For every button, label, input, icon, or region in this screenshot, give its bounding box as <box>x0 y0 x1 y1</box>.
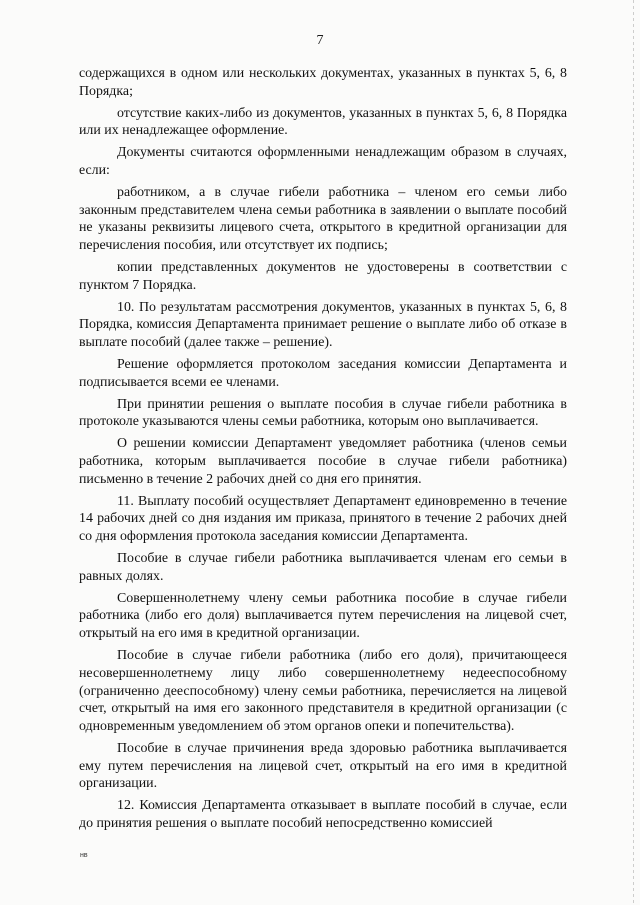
paragraph: О решении комиссии Департамент уведомляет работника (членов семьи работника, которым выплачивается пособие в случае гибели работника) письменно в течение 2 рабочих дней со дня его принятия. <box>79 436 567 487</box>
paragraph: Пособие в случае гибели работника выплачивается членам его семьи в равных долях. <box>79 550 567 584</box>
paragraph: При принятии решения о выплате пособия в случае гибели работника в протоколе указываются члены семьи работника, которым оно выплачивается. <box>79 396 567 430</box>
paragraph: Совершеннолетнему члену семьи работника пособие в случае гибели работника (либо его доля) выплачивается путем перечисления на лицевой счет, открытый на его имя в кредитной организации. <box>79 590 567 642</box>
paragraph-clause-10: 10. По результатам рассмотрения документов, указанных в пунктах 5, 6, 8 Порядка, комиссия Департамента принимает решение о выплате либо об отказе в выплате пособий (далее также – решение). <box>79 299 567 351</box>
scan-edge <box>633 0 634 905</box>
paragraph: Решение оформляется протоколом заседания комиссии Департамента и подписывается всеми ее членами. <box>79 356 567 390</box>
paragraph-continuation: содержащихся в одном или нескольких документах, указанных в пунктах 5, 6, 8 Порядка; <box>79 66 567 99</box>
paragraph: работником, а в случае гибели работника – членом его семьи либо законным представителем члена семьи работника в заявлении о выплате пособий не указаны реквизиты лицевого счета, открытого в кредитной организации для перечисления пособия, или отсутствует их подпись; <box>79 184 567 254</box>
footer-mark: нв <box>80 852 88 859</box>
paragraph: Пособие в случае причинения вреда здоровью работника выплачивается ему путем перечисления на лицевой счет, открытый на его имя в кредитной организации. <box>79 740 567 792</box>
paragraph: Документы считаются оформленными ненадлежащим образом в случаях, если: <box>79 145 567 178</box>
paragraph: Пособие в случае гибели работника (либо его доля), причитающееся несовершеннолетнему лицу либо совершеннолетнему недееспособному (ограниченно дееспособному) члену семьи работника, перечисляется на лицевой счет, открытый на имя его законного представителя в кредитной организации (с одновременным уведомлением об этом органов опеки и попечительства). <box>79 647 567 735</box>
page-number: 7 <box>316 33 324 48</box>
paragraph: копии представленных документов не удостоверены в соответствии с пунктом 7 Порядка. <box>79 259 567 293</box>
paragraph-clause-12: 12. Комиссия Департамента отказывает в выплате пособий в случае, если до принятия решения о выплате пособий непосредственно комиссией <box>79 798 567 832</box>
document-body <box>79 65 567 837</box>
paragraph-clause-11: 11. Выплату пособий осуществляет Департамент единовременно в течение 14 рабочих дней со дня издания им приказа, принятого в течение 2 рабочих дней со дня оформления протокола заседания комиссии Департамента. <box>79 493 567 545</box>
paragraph: отсутствие каких-либо из документов, указанных в пунктах 5, 6, 8 Порядка или их ненадлежащее оформление. <box>79 105 567 139</box>
